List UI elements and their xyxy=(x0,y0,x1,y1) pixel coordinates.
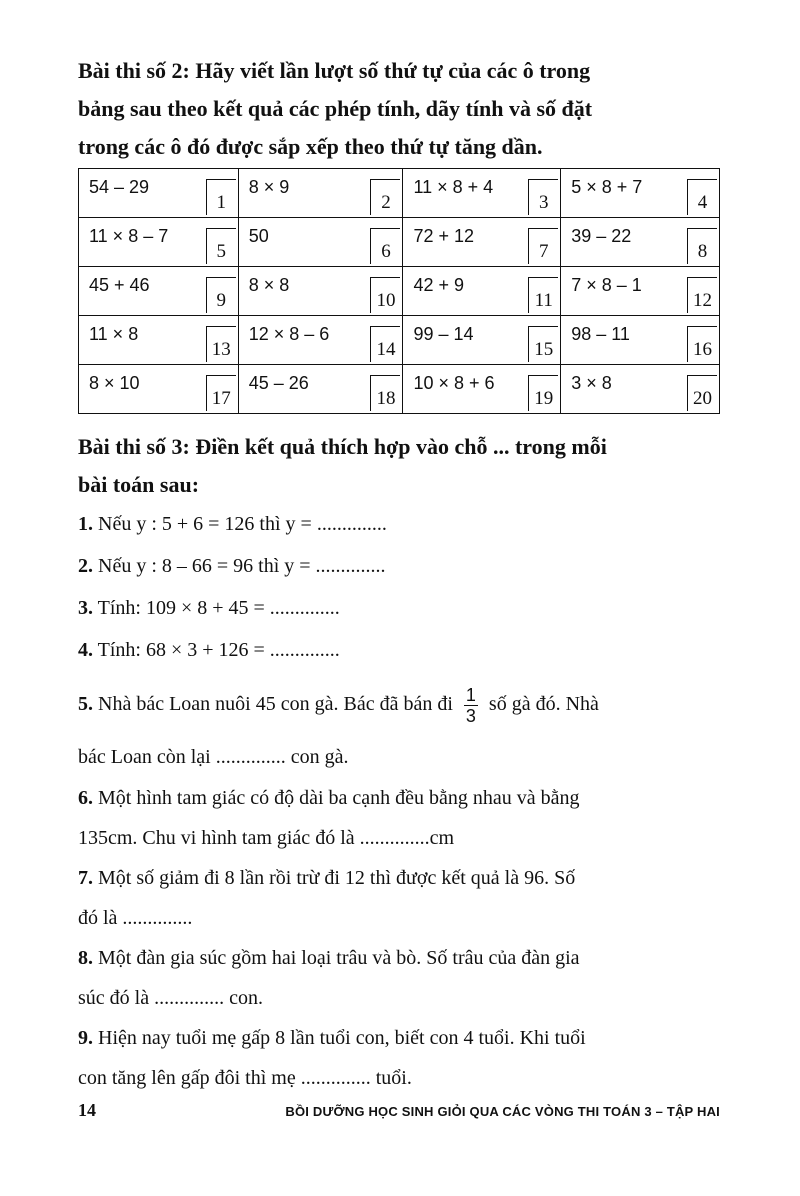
problem-8 xyxy=(78,938,728,978)
problem-5-line-2: bác Loan còn lại .............. con gà. xyxy=(78,746,349,768)
grid-cell xyxy=(403,365,561,414)
problem-text: Một đàn gia súc gồm hai loại trâu và bò. Số trâu của đàn gia xyxy=(98,947,580,969)
cell-expression: 5 × 8 + 7 xyxy=(571,177,643,197)
problem-text: Một hình tam giác có độ dài ba cạnh đều bằng nhau và bằng xyxy=(98,787,580,809)
cell-expression: 12 × 8 – 6 xyxy=(248,324,330,344)
problem-7 xyxy=(78,858,728,898)
cell-expression: 50 xyxy=(248,226,269,246)
problem-text: Tính: 109 × 8 + 45 = .............. xyxy=(97,597,340,619)
cell-number-box: 11 xyxy=(528,277,558,313)
problem-text-b: số gà đó. Nhà xyxy=(488,693,599,715)
grid-cell xyxy=(561,316,720,365)
cell-expression: 54 – 29 xyxy=(89,177,150,197)
problem-9-line-2: con tăng lên gấp đôi thì mẹ .............. tuổi. xyxy=(78,1067,412,1089)
cell-expression: 10 × 8 + 6 xyxy=(413,373,495,393)
grid-cell xyxy=(561,365,720,414)
cell-number-box: 5 xyxy=(206,228,236,264)
cell-expression: 99 – 14 xyxy=(413,324,474,344)
section2-line-3: trong các ô đó được sắp xếp theo thứ tự tăng dần. xyxy=(78,134,543,159)
problem-4 xyxy=(78,630,728,670)
cell-number-box: 3 xyxy=(528,179,558,215)
cell-number-box: 14 xyxy=(370,326,400,362)
problem-6-line-2: 135cm. Chu vi hình tam giác đó là ..............cm xyxy=(78,827,455,849)
section2-line-1: Hãy viết lần lượt số thứ tự của các ô trong xyxy=(195,58,591,83)
problem-number: 7. xyxy=(78,867,93,889)
section3-heading xyxy=(78,428,728,504)
problem-number: 8. xyxy=(78,947,93,969)
problem-text: Nếu y : 5 + 6 = 126 thì y = .............. xyxy=(98,513,387,535)
cell-number-box: 4 xyxy=(687,179,717,215)
problem-number: 5. xyxy=(78,693,93,715)
cell-expression: 7 × 8 – 1 xyxy=(571,275,642,295)
problem-number: 1. xyxy=(78,513,93,535)
problem-3 xyxy=(78,588,728,628)
cell-number-box: 8 xyxy=(687,228,717,264)
problem-number: 9. xyxy=(78,1027,93,1049)
section2-title: Bài thi số 2: xyxy=(78,58,190,83)
cell-number-box: 6 xyxy=(370,228,400,264)
problem-7-line-2: đó là .............. xyxy=(78,907,193,929)
grid-cell xyxy=(238,365,403,414)
page-number: 14 xyxy=(78,1100,96,1120)
cell-expression: 45 + 46 xyxy=(89,275,150,295)
fraction-one-third xyxy=(464,685,478,726)
cell-number-box: 2 xyxy=(370,179,400,215)
problem-text: Nếu y : 8 – 66 = 96 thì y = .............. xyxy=(98,555,386,577)
cell-expression: 11 × 8 + 4 xyxy=(413,177,494,197)
grid-cell xyxy=(238,316,403,365)
section2-heading xyxy=(78,52,728,166)
cell-number-box: 15 xyxy=(528,326,558,362)
problem-text: Tính: 68 × 3 + 126 = .............. xyxy=(97,639,340,661)
grid-cell xyxy=(561,169,720,218)
cell-expression: 45 – 26 xyxy=(248,373,309,393)
grid-row xyxy=(79,267,720,316)
grid-cell xyxy=(561,267,720,316)
grid-cell xyxy=(238,169,403,218)
cell-number-box: 1 xyxy=(206,179,236,215)
grid-cell xyxy=(403,169,561,218)
grid-row xyxy=(79,365,720,414)
problem-9 xyxy=(78,1018,728,1058)
grid-cell xyxy=(238,267,403,316)
problem-number: 3. xyxy=(78,597,93,619)
grid-row xyxy=(79,218,720,267)
fraction-numerator: 1 xyxy=(465,684,476,705)
cell-expression: 11 × 8 – 7 xyxy=(89,226,169,246)
cell-number-box: 10 xyxy=(370,277,400,313)
problem-text-a: Nhà bác Loan nuôi 45 con gà. Bác đã bán đi xyxy=(98,693,453,715)
grid-cell xyxy=(403,218,561,267)
grid-cell xyxy=(561,218,720,267)
grid-cell xyxy=(79,218,239,267)
section2-line-2: bảng sau theo kết quả các phép tính, dãy tính và số đặt xyxy=(78,96,593,121)
problem-5 xyxy=(78,682,728,726)
problem-text: Một số giảm đi 8 lần rồi trừ đi 12 thì được kết quả là 96. Số xyxy=(98,867,576,889)
book-title: BỒI DƯỠNG HỌC SINH GIỎI QUA CÁC VÒNG THI TOÁN 3 – TẬP HAI xyxy=(285,1104,720,1119)
problem-text: Hiện nay tuổi mẹ gấp 8 lần tuổi con, biết con 4 tuổi. Khi tuổi xyxy=(98,1027,586,1049)
grid-cell xyxy=(79,316,239,365)
grid-cell xyxy=(79,365,239,414)
cell-number-box: 19 xyxy=(528,375,558,411)
grid-row xyxy=(79,316,720,365)
problem-6 xyxy=(78,778,728,818)
cell-expression: 72 + 12 xyxy=(413,226,475,246)
grid-cell xyxy=(238,218,403,267)
cell-expression: 11 × 8 xyxy=(89,324,139,344)
grid-row xyxy=(79,169,720,218)
cell-expression: 8 × 8 xyxy=(248,275,290,295)
cell-number-box: 13 xyxy=(206,326,236,362)
grid-cell xyxy=(79,169,239,218)
cell-expression: 42 + 9 xyxy=(413,275,464,295)
cell-number-box: 9 xyxy=(206,277,236,313)
section3-line-2: bài toán sau: xyxy=(78,472,200,497)
problem-number: 4. xyxy=(78,639,93,661)
expression-grid xyxy=(78,168,720,414)
grid-cell xyxy=(403,316,561,365)
cell-expression: 8 × 9 xyxy=(248,177,290,197)
cell-number-box: 16 xyxy=(687,326,717,362)
section3-line-1: Điền kết quả thích hợp vào chỗ ... trong mỗi xyxy=(195,434,607,459)
cell-number-box: 7 xyxy=(528,228,558,264)
problem-2 xyxy=(78,546,728,586)
cell-expression: 39 – 22 xyxy=(571,226,632,246)
problem-8-line-2: súc đó là .............. con. xyxy=(78,987,263,1009)
cell-number-box: 18 xyxy=(370,375,400,411)
cell-number-box: 20 xyxy=(687,375,717,411)
grid-cell xyxy=(79,267,239,316)
grid-cell xyxy=(403,267,561,316)
problem-number: 6. xyxy=(78,787,93,809)
cell-expression: 98 – 11 xyxy=(571,324,630,344)
problem-number: 2. xyxy=(78,555,93,577)
cell-number-box: 12 xyxy=(687,277,717,313)
fraction-denominator: 3 xyxy=(465,705,476,726)
cell-expression: 8 × 10 xyxy=(89,373,140,393)
cell-expression: 3 × 8 xyxy=(571,373,612,393)
cell-number-box: 17 xyxy=(206,375,236,411)
problem-1 xyxy=(78,504,728,544)
section3-title: Bài thi số 3: xyxy=(78,434,190,459)
